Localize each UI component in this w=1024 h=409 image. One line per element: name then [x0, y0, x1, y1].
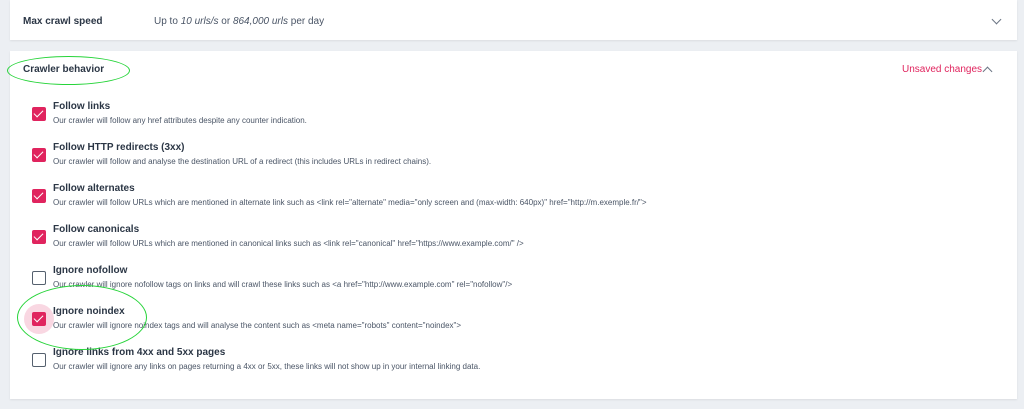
option-description: Our crawler will ignore nofollow tags on links and will crawl these links such as <a href="http://www.example.com" rel="nofollow"/>	[53, 280, 513, 289]
option-label: Ignore links from 4xx and 5xx pages	[53, 347, 226, 358]
chevron-up-icon[interactable]	[983, 67, 993, 77]
max-crawl-speed-label: Max crawl speed	[23, 16, 103, 27]
option-label: Follow alternates	[53, 183, 135, 194]
option-label: Ignore noindex	[53, 306, 125, 317]
chevron-down-icon[interactable]	[992, 15, 1002, 25]
checkbox-ignore-nofollow[interactable]	[32, 271, 46, 285]
option-follow-http-redirects[interactable]	[10, 142, 1010, 182]
option-label: Ignore nofollow	[53, 265, 128, 276]
option-description: Our crawler will follow any href attributes despite any counter indication.	[53, 116, 307, 125]
option-ignore-nofollow[interactable]	[10, 265, 1010, 305]
option-follow-links[interactable]	[10, 101, 1010, 141]
option-ignore-links-4xx-5xx[interactable]	[10, 347, 1010, 387]
option-description: Our crawler will ignore any links on pages returning a 4xx or 5xx, these links will not show up in your internal linking data.	[53, 362, 481, 371]
max-crawl-speed-value: Up to 10 urls/s or 864,000 urls per day	[154, 16, 325, 27]
option-description: Our crawler will follow URLs which are mentioned in alternate link such as <link rel="alternate" media="only screen and (max-width: 640px)" href="http://m.exemple.fr/">	[53, 198, 647, 207]
option-ignore-noindex[interactable]	[10, 306, 1010, 346]
unsaved-changes-status: Unsaved changes	[902, 64, 983, 75]
checkbox-ignore-links-4xx-5xx[interactable]	[32, 353, 46, 367]
max-crawl-speed-panel[interactable]	[10, 0, 1017, 40]
option-description: Our crawler will follow URLs which are mentioned in canonical links such as <link rel="canonical" href="https://www.example.com/" />	[53, 239, 524, 248]
checkbox-follow-links[interactable]	[32, 107, 46, 121]
crawler-behavior-title: Crawler behavior	[23, 64, 105, 75]
option-label: Follow canonicals	[53, 224, 140, 235]
option-follow-alternates[interactable]	[10, 183, 1010, 223]
checkbox-ignore-noindex[interactable]	[32, 312, 46, 326]
crawler-behavior-panel	[10, 51, 1017, 399]
option-description: Our crawler will ignore noindex tags and will analyse the content such as <meta name="robots" content="noindex">	[53, 321, 462, 330]
checkbox-follow-alternates[interactable]	[32, 189, 46, 203]
checkbox-follow-canonicals[interactable]	[32, 230, 46, 244]
option-follow-canonicals[interactable]	[10, 224, 1010, 264]
option-label: Follow HTTP redirects (3xx)	[53, 142, 185, 153]
option-label: Follow links	[53, 101, 111, 112]
checkbox-follow-http-redirects[interactable]	[32, 148, 46, 162]
option-description: Our crawler will follow and analyse the destination URL of a redirect (this includes URLs in redirect chains).	[53, 157, 432, 166]
